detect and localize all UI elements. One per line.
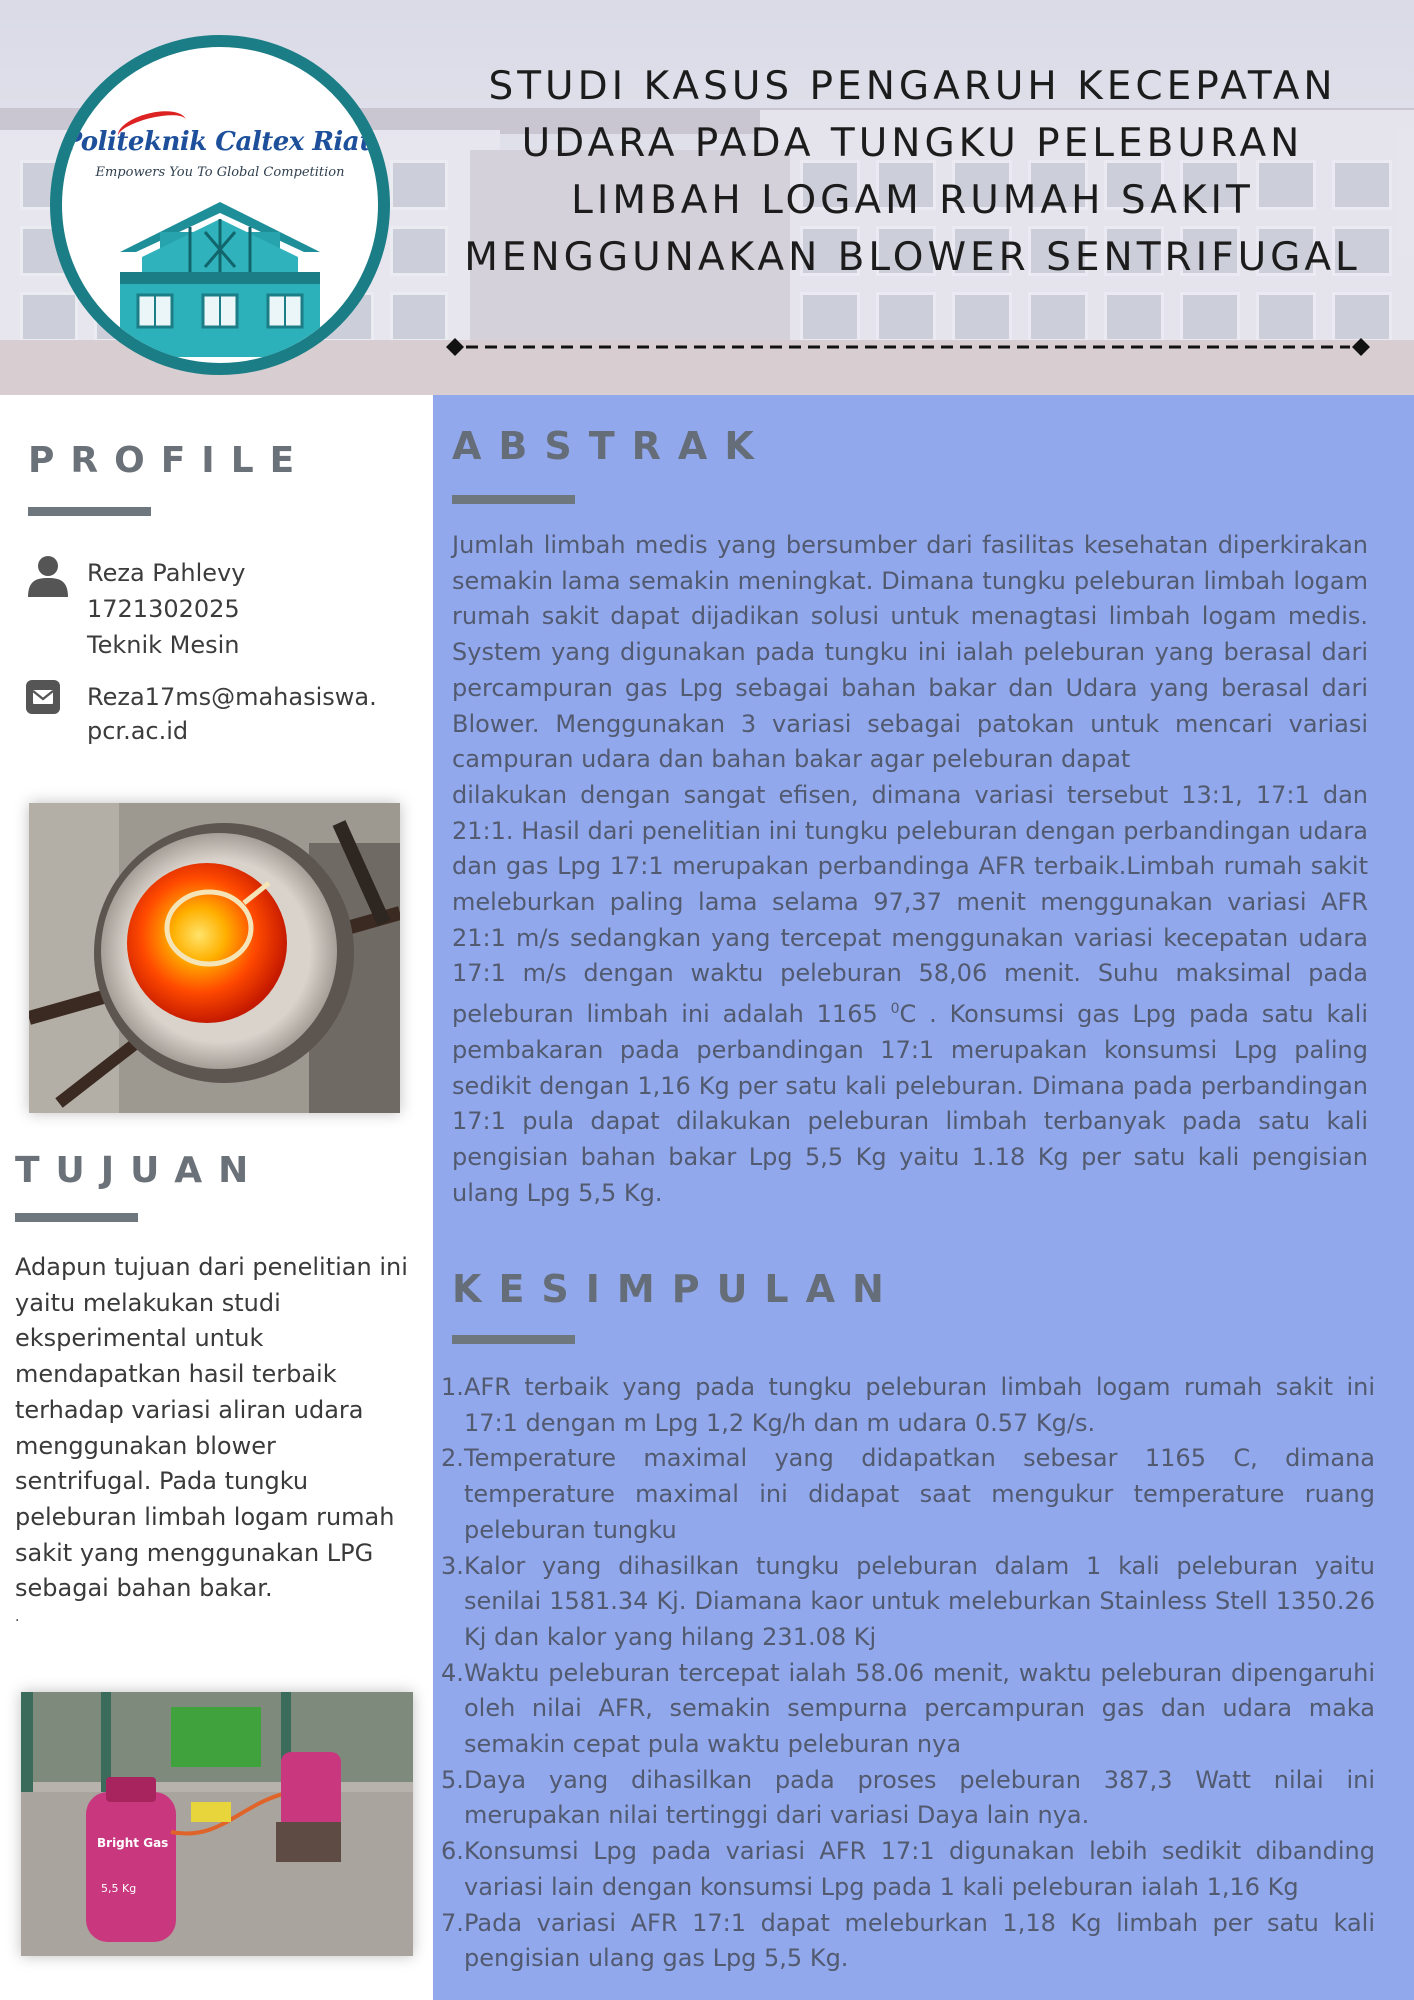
furnace-illustration bbox=[29, 803, 400, 1113]
logo-name: Politeknik Caltex Riau bbox=[62, 127, 378, 157]
cylinder-size-label: 5,5 Kg bbox=[101, 1882, 137, 1895]
tujuan-heading-underline bbox=[15, 1213, 138, 1222]
list-item bbox=[443, 1549, 1375, 1656]
profile-heading-underline bbox=[28, 507, 151, 516]
cylinder-illustration bbox=[21, 1692, 413, 1956]
institution-logo bbox=[50, 35, 390, 375]
item-number: 6. bbox=[441, 1837, 464, 1866]
kesimpulan-heading: KESIMPULAN bbox=[452, 1267, 901, 1311]
list-item bbox=[443, 1834, 1375, 1905]
abstrak-p2-tail: C . Konsumsi gas Lpg pada satu kali pembakaran pada perbandingan 17:1 merupakan konsumsi Lpg paling sedikit dengan 1,16 Kg per satu kali peleburan. Dimana pada perbandingan 17:1 pula dapat dilakukan peleburan limbah terbanyak pada satu kali pengisian bahan bakar Lpg 5,5 Kg yaitu 1.18 Kg per satu kali pengisian ulang Lpg 5,5 Kg. bbox=[452, 1000, 1368, 1207]
list-item bbox=[443, 1763, 1375, 1834]
email-line-1: Reza17ms@mahasiswa. bbox=[87, 683, 377, 711]
item-number: 7. bbox=[441, 1908, 464, 1937]
item-text: Konsumsi Lpg pada variasi AFR 17:1 digunakan lebih sedikit dibanding variasi lain dengan konsumsi Lpg pada 1 kali peleburan ialah 1,16 Kg bbox=[464, 1837, 1375, 1901]
list-item bbox=[443, 1370, 1375, 1441]
logo-tagline: Empowers You To Global Competition bbox=[95, 165, 345, 180]
kesimpulan-heading-underline bbox=[452, 1335, 575, 1344]
cylinder-brand-label: Bright Gas bbox=[97, 1836, 169, 1850]
profile-heading: PROFILE bbox=[28, 440, 311, 481]
item-number: 2. bbox=[441, 1444, 464, 1473]
abstrak-paragraph-2 bbox=[452, 778, 1368, 1211]
degree-superscript: 0 bbox=[890, 1001, 900, 1018]
item-number: 4. bbox=[441, 1658, 464, 1687]
gas-cylinder-photo bbox=[21, 1692, 413, 1956]
email-line-2: pcr.ac.id bbox=[87, 717, 189, 745]
item-text: Temperature maximal yang didapatkan sebesar 1165 C, dimana temperature maximal ini didapat saat mengukur temperature ruang peleburan tungku bbox=[464, 1444, 1375, 1544]
abstrak-p2-main: dilakukan dengan sangat efisen, dimana variasi tersebut 13:1, 17:1 dan 21:1. Hasil dari penelitian ini tungku peleburan dengan perbandingan udara dan gas Lpg 17:1 merupakan perbandinga AFR terbaik.Limbah rumah sakit meleburkan paling lama selama 97,37 menit menggunakan variasi AFR 21:1 m/s sedangkan yang tercepat menggunakan variasi kecepatan udara 17:1 m/s dengan waktu peleburan 58,06 menit. Suhu maksimal pada peleburan limbah ini adalah 1165 bbox=[452, 780, 1368, 1029]
item-text: AFR terbaik yang pada tungku peleburan limbah logam rumah sakit ini 17:1 dengan m Lpg 1,2 Kg/h dan m udara 0.57 Kg/s. bbox=[464, 1373, 1375, 1437]
tujuan-text bbox=[15, 1250, 415, 1627]
kesimpulan-list bbox=[443, 1370, 1375, 1977]
abstrak-body bbox=[452, 528, 1368, 1211]
item-text: Kalor yang dihasilkan tungku peleburan dalam 1 kali peleburan yaitu senilai 1581.34 Kj. Diamana kaor untuk meleburkan Stainless Stell 1350.26 Kj dan kalor yang hilang 231.08 Kj bbox=[464, 1551, 1375, 1651]
abstrak-heading: ABSTRAK bbox=[452, 424, 771, 468]
item-number: 3. bbox=[441, 1551, 464, 1580]
item-number: 1. bbox=[441, 1373, 464, 1401]
campus-building-icon bbox=[120, 197, 320, 357]
abstrak-heading-underline bbox=[452, 495, 575, 504]
poster-title: STUDI KASUS PENGARUH KECEPATAN UDARA PADA TUNGKU PELEBURAN LIMBAH LOGAM RUMAH SAKIT MENGGUNAKAN BLOWER SENTRIFUGAL bbox=[464, 64, 1361, 280]
list-item bbox=[443, 1656, 1375, 1763]
list-item bbox=[443, 1906, 1375, 1977]
item-text: Waktu peleburan tercepat ialah 58.06 menit, waktu peleburan dipengaruhi oleh nilai AFR, semakin sempurna percampuran gas dan udara maka semakin cepat pula waktu peleburan nya bbox=[464, 1658, 1375, 1759]
profile-details bbox=[87, 555, 245, 663]
tujuan-paragraph: Adapun tujuan dari penelitian ini yaitu melakukan studi eksperimental untuk mendapatkan hasil terbaik terhadap variasi aliran udara menggunakan blower sentrifugal. Pada tungku peleburan limbah logam rumah sakit yang menggunakan LPG sebagai bahan bakar. bbox=[15, 1253, 408, 1603]
list-item bbox=[443, 1441, 1375, 1548]
user-icon bbox=[27, 555, 69, 597]
tujuan-trailing-dot: . bbox=[15, 1609, 20, 1626]
abstrak-paragraph-1: Jumlah limbah medis yang bersumber dari fasilitas kesehatan diperkirakan semakin lama semakin meningkat. Dimana tungku peleburan limbah logam rumah sakit dapat dijadikan solusi untuk menagtasi limbah logam medis. System yang digunakan pada tungku ini ialah peleburan yang berasal dari percampuran gas Lpg sebagai bahan bakar dan Udara yang berasal dari Blower. Menggunakan 3 variasi sebagai patokan untuk mencari variasi campuran udara dan bahan bakar agar peleburan dapat bbox=[452, 531, 1368, 774]
item-number: 5. bbox=[441, 1765, 464, 1794]
furnace-photo bbox=[29, 803, 400, 1113]
profile-name: Reza Pahlevy bbox=[87, 559, 246, 587]
tujuan-heading: TUJUAN bbox=[15, 1150, 265, 1191]
profile-major: Teknik Mesin bbox=[87, 631, 240, 659]
item-text: Daya yang dihasilkan pada proses peleburan 387,3 Watt nilai ini merupakan nilai tertinggi dari variasi Daya lain nya. bbox=[464, 1765, 1375, 1830]
title-divider bbox=[446, 338, 1370, 356]
item-text: Pada variasi AFR 17:1 dapat meleburkan 1,18 Kg limbah per satu kali pengisian ulang gas Lpg 5,5 Kg. bbox=[464, 1908, 1375, 1973]
email-icon bbox=[26, 680, 60, 714]
profile-email bbox=[87, 680, 377, 748]
profile-nim: 1721302025 bbox=[87, 595, 240, 623]
